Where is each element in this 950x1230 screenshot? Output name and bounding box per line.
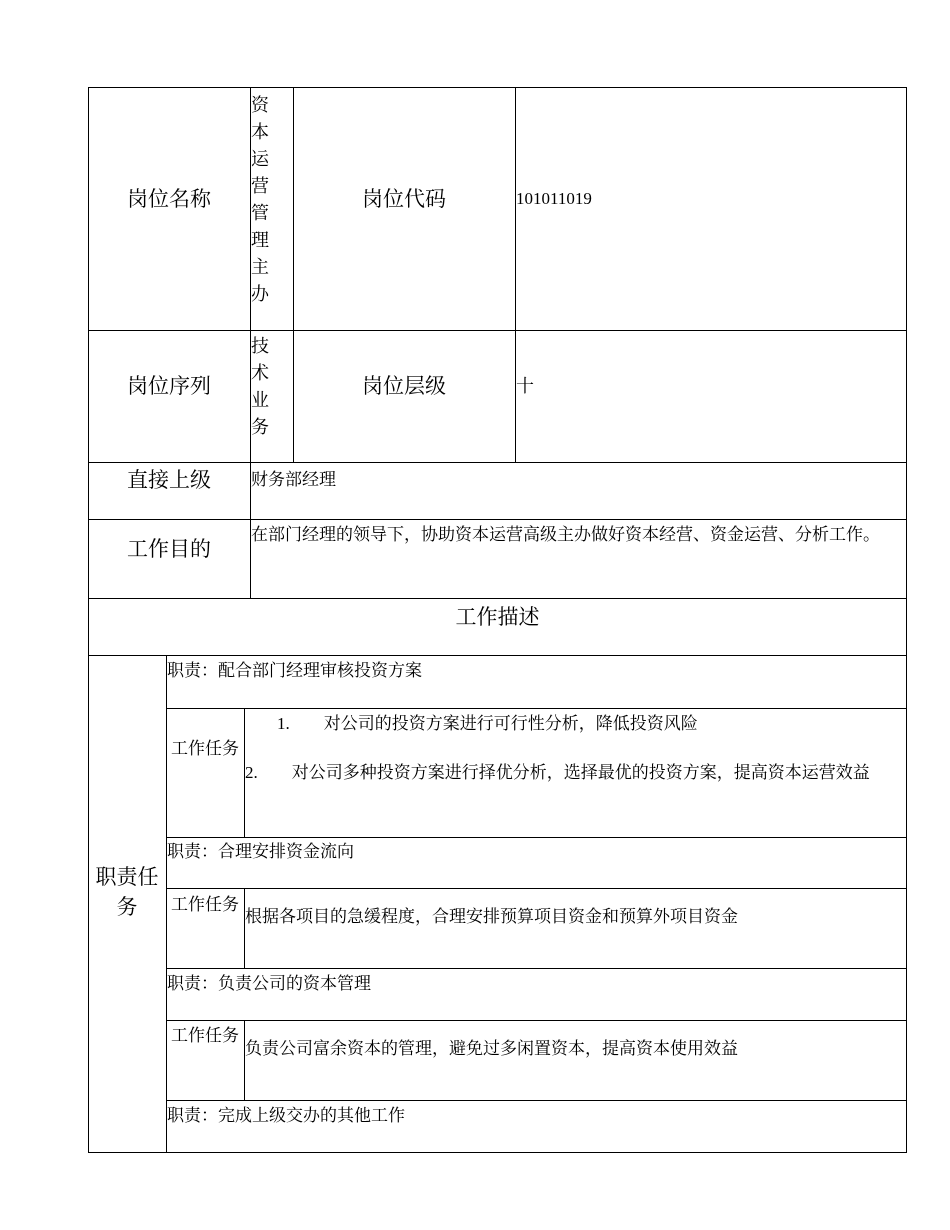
task-1-line-1: 1. 对公司的投资方案进行可行性分析，降低投资风险 <box>277 714 698 733</box>
row-divider <box>166 1100 907 1101</box>
task-2: 根据各项目的急缓程度，合理安排预算项目资金和预算外项目资金 <box>245 907 738 926</box>
row-divider <box>166 708 907 709</box>
duty-3: 职责：负责公司的资本管理 <box>167 974 371 993</box>
purpose-label: 工作目的 <box>127 537 211 561</box>
position-name-label: 岗位名称 <box>127 187 211 211</box>
position-level-value: 十 <box>516 376 534 396</box>
position-series-label: 岗位序列 <box>127 374 211 398</box>
position-level-label: 岗位层级 <box>362 374 446 398</box>
row-divider <box>166 968 907 969</box>
task-label-2: 工作任务 <box>171 895 239 914</box>
superior-label: 直接上级 <box>127 468 211 492</box>
task-label-1: 工作任务 <box>171 739 239 758</box>
col-divider <box>293 87 294 463</box>
task-label-3: 工作任务 <box>171 1026 239 1045</box>
position-code-value: 101011019 <box>516 189 592 208</box>
col-divider <box>515 87 516 463</box>
position-series-value: 技术业务 <box>251 336 269 437</box>
row-divider <box>88 655 907 656</box>
purpose-value: 在部门经理的领导下，协助资本运营高级主办做好资本经营、资金运营、分析工作。 <box>251 525 880 544</box>
task-1-line-2: 2. 对公司多种投资方案进行择优分析，选择最优的投资方案，提高资本运营效益 <box>245 763 870 782</box>
position-name-value: 资本运营管理主办 <box>251 95 269 304</box>
row-divider <box>88 519 907 520</box>
row-divider <box>166 837 907 838</box>
row-divider <box>88 598 907 599</box>
superior-value: 财务部经理 <box>251 470 336 489</box>
description-title: 工作描述 <box>455 605 540 629</box>
duty-2: 职责：合理安排资金流向 <box>167 842 354 861</box>
row-divider <box>166 1020 907 1021</box>
row-divider <box>88 330 907 331</box>
section-label: 职责任务 <box>95 865 159 919</box>
duty-1: 职责：配合部门经理审核投资方案 <box>167 661 422 680</box>
position-code-label: 岗位代码 <box>362 187 446 211</box>
duty-4: 职责：完成上级交办的其他工作 <box>167 1106 405 1125</box>
task-3: 负责公司富余资本的管理，避免过多闲置资本，提高资本使用效益 <box>245 1039 738 1058</box>
row-divider <box>166 888 907 889</box>
row-divider <box>88 462 907 463</box>
